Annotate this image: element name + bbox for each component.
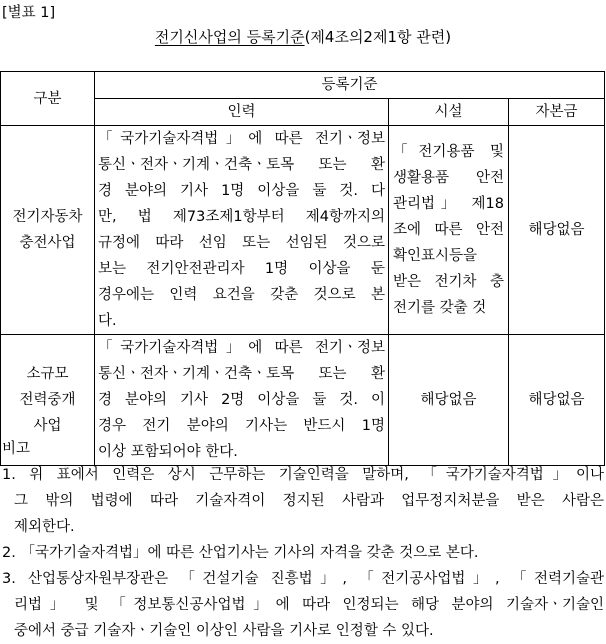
header-capital: 자본금 bbox=[509, 99, 605, 126]
category-line: 사업 bbox=[33, 418, 62, 434]
personnel-line: 만, 법 제73조제1항부터 제4항까지의 bbox=[98, 209, 385, 225]
row-facility-power-brokerage: 해당없음 bbox=[389, 335, 509, 466]
personnel-line: 경 분야의 기사 2명 이상을 둘 것. 이 bbox=[98, 392, 385, 408]
row-category-ev-charging bbox=[1, 126, 95, 335]
facility-line: 「전기용품 및 bbox=[393, 144, 504, 160]
header-personnel: 인력 bbox=[95, 99, 389, 126]
personnel-line: 「국가기술자격법」에 따른 전기ㆍ정보 bbox=[98, 131, 385, 147]
personnel-line: 통신ㆍ전자ㆍ기계ㆍ건축ㆍ토목 또는 환 bbox=[98, 157, 385, 173]
remark-1-line: 1. 위 표에서 인력은 상시 근무하는 기술인력을 말하며, 「국가기술자격법」이나 bbox=[2, 467, 604, 483]
remark-3-line: 3. 산업통상자원부장관은 「건설기술 진흥법」, 「전기공사업법」, 「전력기술관 bbox=[2, 571, 604, 587]
category-line: 충전사업 bbox=[19, 235, 76, 251]
category-line: 전력중개 bbox=[19, 392, 76, 408]
personnel-line: 보는 전기안전관리자 1명 이상을 둔 bbox=[98, 261, 385, 277]
header-category: 구분 bbox=[1, 72, 95, 126]
category-line: 소규모 bbox=[26, 366, 69, 382]
row-personnel-ev-charging bbox=[95, 126, 389, 335]
remark-1-line: 제외한다. bbox=[14, 519, 75, 535]
facility-line: 전기를 갖출 것 bbox=[393, 300, 487, 316]
attachment-label: [별표 1] bbox=[2, 5, 56, 21]
header-criteria: 등록기준 bbox=[95, 72, 605, 99]
personnel-line: 이상 포함되어야 한다. bbox=[98, 444, 238, 460]
personnel-line: 경우 전기 분야의 기사는 반드시 1명 bbox=[98, 418, 385, 434]
row-facility-ev-charging bbox=[389, 126, 509, 335]
facility-line: 받은 전기차 충 bbox=[393, 274, 504, 290]
facility-line: 확인표시등을 bbox=[393, 248, 478, 264]
title-main: 전기신사업의 등록기준 bbox=[154, 28, 305, 46]
remark-1-line: 그 밖의 법령에 따라 기술자격이 정지된 사람과 업무정지처분을 받은 사람은 bbox=[14, 493, 604, 509]
remark-3-line: 중에서 중급 기술자ㆍ기술인 이상인 사람을 기사로 인정할 수 있다. bbox=[14, 623, 434, 639]
personnel-line: 경 분야의 기사 1명 이상을 둘 것. 다 bbox=[98, 183, 385, 199]
personnel-line: 규정에 따라 선임 또는 선임된 것으로 bbox=[98, 235, 385, 251]
registration-criteria-table bbox=[0, 71, 605, 466]
personnel-line: 통신ㆍ전자ㆍ기계ㆍ건축ㆍ토목 또는 환 bbox=[98, 366, 385, 382]
facility-line: 관리법」 제18 bbox=[393, 196, 504, 212]
remarks-section bbox=[2, 436, 604, 644]
facility-line: 생활용품 안전 bbox=[393, 170, 504, 186]
personnel-line: 「국가기술자격법」에 따른 전기ㆍ정보 bbox=[98, 340, 385, 356]
remark-2-line: 2. 「국가기술자격법」에 따른 산업기사는 기사의 자격을 갖춘 것으로 본다. bbox=[2, 545, 479, 561]
remarks-heading: 비고 bbox=[2, 441, 31, 457]
header-facility: 시설 bbox=[389, 99, 509, 126]
category-line: 전기자동차 bbox=[12, 209, 83, 225]
title-suffix: (제4조의2제1항 관련) bbox=[304, 28, 452, 46]
row-capital-power-brokerage: 해당없음 bbox=[509, 335, 605, 466]
personnel-line: 다. bbox=[98, 313, 117, 329]
document-title bbox=[0, 26, 606, 47]
row-capital-ev-charging: 해당없음 bbox=[509, 126, 605, 335]
facility-line: 조에 따른 안전 bbox=[393, 222, 504, 238]
personnel-line: 경우에는 인력 요건을 갖춘 것으로 본 bbox=[98, 287, 385, 303]
remark-3-line: 리법」 및 「정보통신공사업법」에 따라 인정되는 해당 분야의 기술자ㆍ기술인 bbox=[14, 597, 604, 613]
